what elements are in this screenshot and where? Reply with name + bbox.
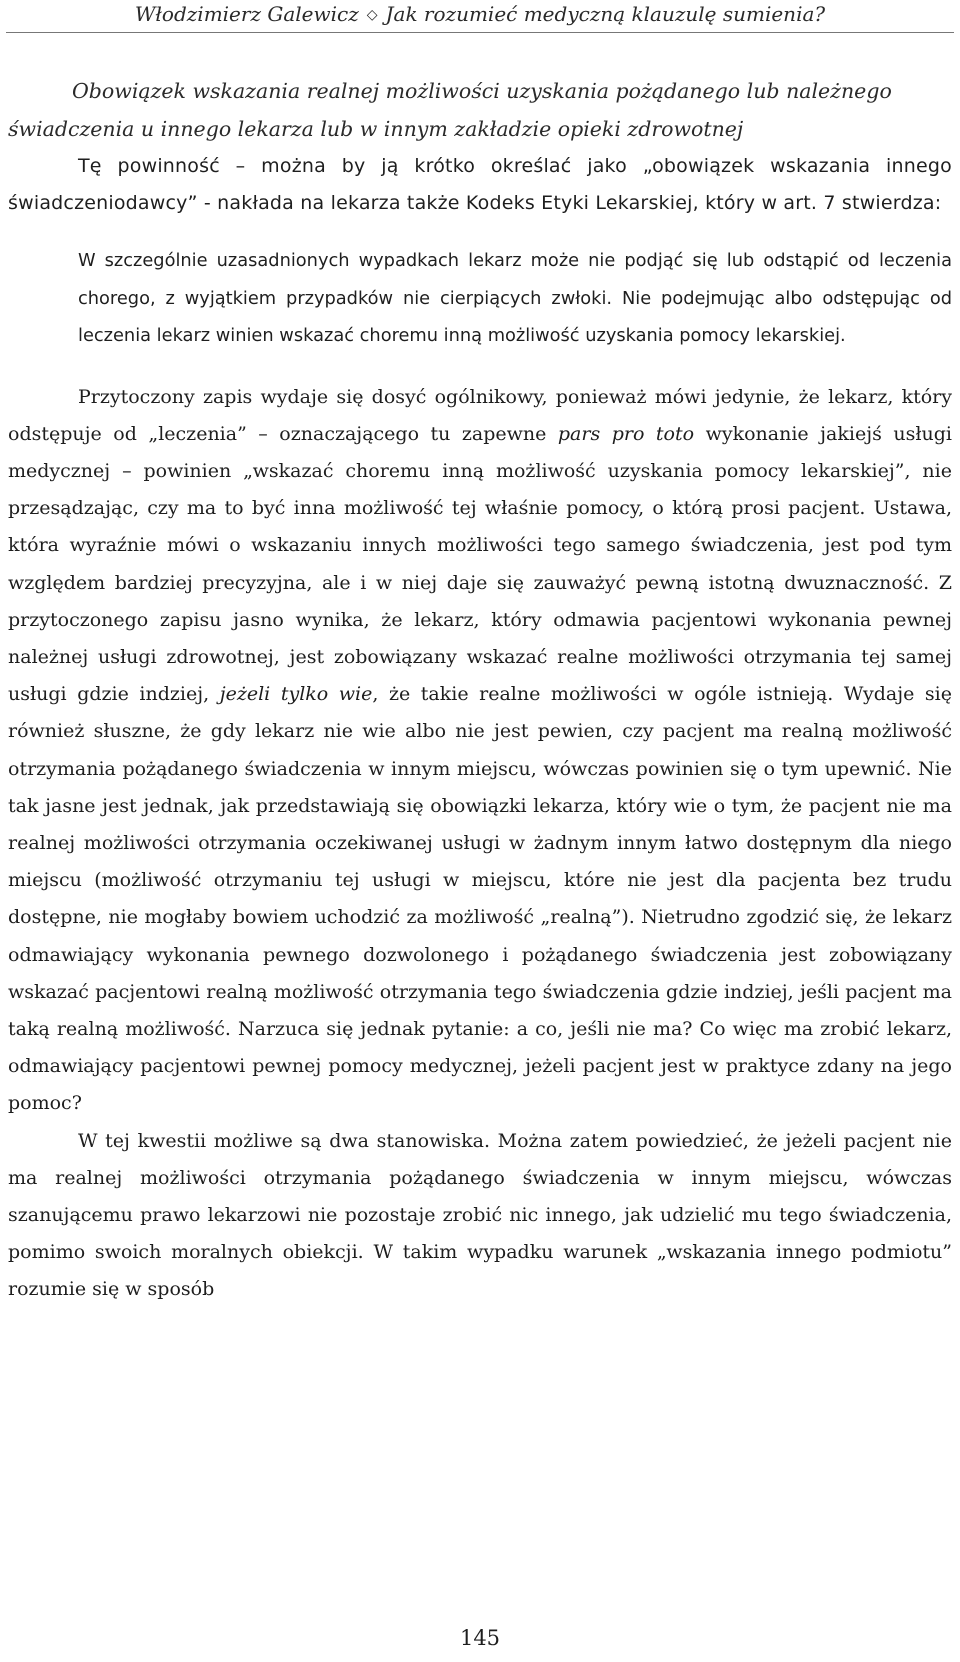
page-number: 145 [459, 1626, 501, 1650]
paragraph-1-italic2: jeżeli tylko wie [219, 683, 373, 706]
header-rule [6, 32, 954, 33]
lead-paragraph-text: Tę powinność – można by ją krótko określać jako „obowiązek wskazania innego świadczeniodawcy” - nakłada na lekarza także Kodeks Etyki Lekarskiej, który w art. 7 stwierdza: [8, 155, 952, 214]
header-author: Włodzimierz Galewicz [134, 2, 359, 26]
paragraph-2: W tej kwestii możliwe są dwa stanowiska. Można zatem powiedzieć, że jeżeli pacjent nie ma realnej możliwości otrzymania pożądanego świadczenia w innym miejscu, wówczas szanującemu prawo lekarzowi nie pozostaje zrobić nic innego, jak udzielić mu tego świadczenia, pomimo swoich moralnych obiekcji. W takim wypadku warunek „wskazania innego podmiotu” rozumie się w sposób [8, 1129, 952, 1301]
paragraph-1 [8, 379, 952, 1123]
lead-paragraph [8, 148, 952, 222]
paragraph-1-part2: wykonanie jakiejś usługi medycznej – powinien „wskazać choremu inną możliwość uzyskania pomocy lekarskiej”, nie przesądzając, czy ma to być inna możliwość tej właśnie pomocy, o którą prosi pacjent. Ustawa, która wyraźnie mówi o wskazaniu innych możliwości tego samego świadczenia, jest pod tym względem bardziej precyzyjna, ale i w niej daje się zauważyć pewną istotną dwuznaczność. Z przytoczonego zapisu jasno wynika, że lekarz, który odmawia pacjentowi wykonania pewnej należnej usługi zdrowotnej, jest zobowiązany wskazać realne możliwości otrzymania tej samej usługi gdzie indziej, [8, 422, 952, 706]
header-title: Jak rozumieć medyczną klauzulę sumienia? [385, 2, 826, 26]
separator-diamond-icon: ◇ [366, 7, 378, 23]
paragraph-1-italic1: pars pro toto [557, 422, 695, 445]
page-content [8, 72, 952, 1309]
block-quote: W szczególnie uzasadnionych wypadkach lekarz może nie podjąć się lub odstąpić od leczenia chorego, z wyjątkiem przypadków nie cierpiących zwłoki. Nie podejmując albo odstępując od leczenia lekarz winien wskazać choremu inną możliwość uzyskania pomocy lekarskiej. [78, 250, 952, 346]
paragraph-1-part3: , że takie realne możliwości w ogóle istnieją. Wydaje się również słuszne, że gdy lekarz nie wie albo nie jest pewien, czy pacjent ma realną możliwość otrzymania pożądanego świadczenia w innym miejscu, wówczas powinien się o tym upewnić. Nie tak jasne jest jednak, jak przedstawiają się obowiązki lekarza, który wie o tym, że pacjent nie ma realnej możliwości otrzymania oczekiwanej usługi w żadnym innym łatwo dostępnym dla niego miejscu (możliwość otrzymaniu tej usługi w miejscu, które nie jest dla pacjenta bez trudu dostępne, nie mogłaby bowiem uchodzić za możliwość „realną”). Nietrudno zgodzić się, że lekarz odmawiający wykonania pewnego dozwolonego i pożądanego świadczenia jest zobowiązany wskazać pacjentowi realną możliwość otrzymania tego świadczenia gdzie indziej, jeśli pacjent ma taką realną możliwość. Narzuca się jednak pytanie: a co, jeśli nie ma? Co więc ma zrobić lekarz, odmawiający pacjentowi pewnej pomocy medycznej, jeżeli pacjent jest w praktyce zdany na jego pomoc? [8, 683, 952, 1115]
paragraph-1-part1: Przytoczony zapis wydaje się dosyć ogólnikowy, ponieważ mówi jedynie, że lekarz, który odstępuje od „leczenia” – oznaczającego tu zapewne [8, 385, 952, 445]
section-heading-line2: świadczenia u innego lekarza lub w innym zakładzie opieki zdrowotnej [8, 117, 744, 141]
section-heading [8, 72, 952, 148]
section-heading-line1: Obowiązek wskazania realnej możliwości uzyskania pożądanego lub należnego [72, 79, 892, 103]
